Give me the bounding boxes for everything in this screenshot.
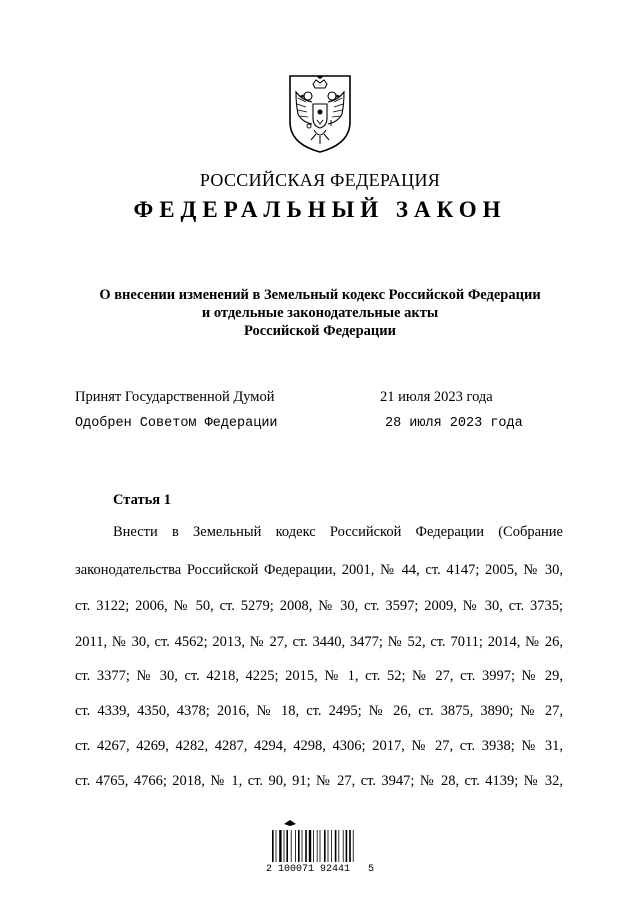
law-title <box>60 286 580 340</box>
law-title-line: О внесении изменений в Земельный кодекс Российской Федерации <box>99 287 541 303</box>
article-text-line: ст. 4339, 4350, 4378; 2016, № 18, ст. 2495; № 26, ст. 3875, 3890; № 27, <box>75 703 563 719</box>
barcode-number: 2 100071 92441 5 <box>266 864 375 875</box>
article-text-line: ст. 3122; 2006, № 50, ст. 5279; 2008, № 30, ст. 3597; 2009, № 30, ст. 3735; <box>75 598 563 614</box>
duma-adoption-label: Принят Государственной Думой <box>75 389 275 405</box>
article-text-line: ст. 4267, 4269, 4282, 4287, 4294, 4298, 4306; 2017, № 27, ст. 3938; № 31, <box>75 738 563 754</box>
coat-of-arms-emblem <box>286 74 354 154</box>
country-name: РОССИЙСКАЯ ФЕДЕРАЦИЯ <box>199 170 441 190</box>
article-text-line: Внести в Земельный кодекс Российской Федерации (Собрание <box>113 524 563 540</box>
article-heading: Статья 1 <box>113 492 171 508</box>
article-text-line: ст. 3377; № 30, ст. 4218, 4225; 2015, № 1, ст. 52; № 27, ст. 3997; № 29, <box>75 668 563 684</box>
duma-adoption-date: 21 июля 2023 года <box>380 389 493 405</box>
law-title-line: и отдельные законодательные акты <box>201 305 439 321</box>
document-type: ФЕДЕРАЛЬНЫЙ ЗАКОН <box>133 197 507 222</box>
council-approval-date: 28 июля 2023 года <box>385 416 523 431</box>
council-approval-label: Одобрен Советом Федерации <box>75 416 278 431</box>
article-text-line: законодательства Российской Федерации, 2001, № 44, ст. 4147; 2005, № 30, <box>75 562 563 578</box>
article-text-line: ст. 4765, 4766; 2018, № 1, ст. 90, 91; № 27, ст. 3947; № 28, ст. 4139; № 32, <box>75 773 563 789</box>
law-title-line: Российской Федерации <box>243 323 396 339</box>
article-text-line: 2011, № 30, ст. 4562; 2013, № 27, ст. 3440, 3477; № 52, ст. 7011; 2014, № 26, <box>75 634 563 650</box>
